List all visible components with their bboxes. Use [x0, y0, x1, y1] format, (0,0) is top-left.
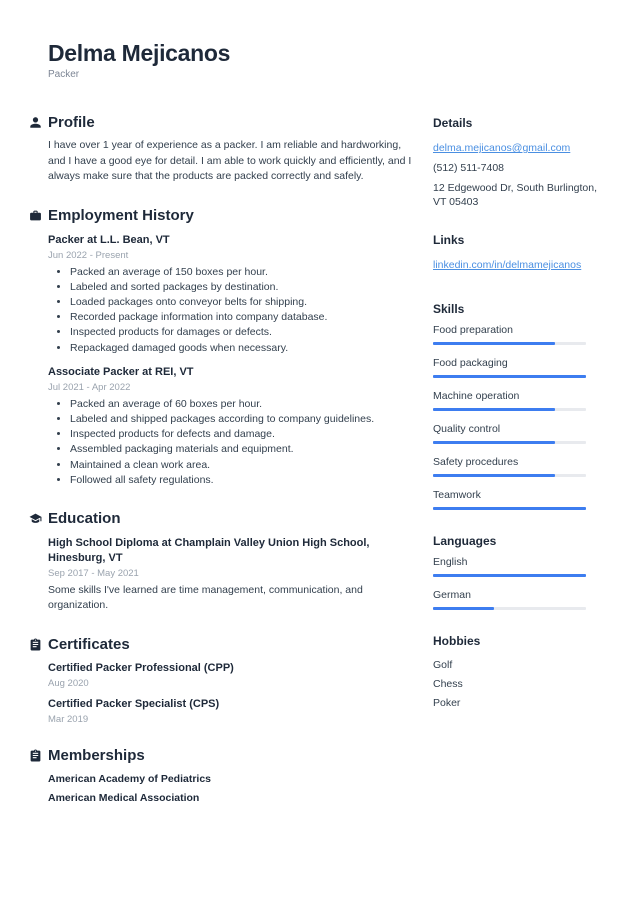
hobby-item: Golf	[433, 659, 453, 671]
job-bullets	[48, 397, 420, 488]
job-entry	[48, 233, 420, 356]
section-profile	[48, 114, 420, 185]
sidebar-details	[433, 116, 603, 209]
skill-name: Food packaging	[433, 357, 508, 369]
language-bar-fill	[433, 607, 494, 610]
clipboard-icon	[29, 749, 42, 762]
certificate-date: Aug 2020	[48, 677, 89, 689]
skill-bar-track	[433, 507, 586, 510]
sidebar-column	[433, 114, 603, 831]
certificate-entry	[48, 697, 420, 725]
links-heading: Links	[433, 233, 465, 247]
language-item	[433, 589, 603, 610]
skills-heading: Skills	[433, 302, 465, 316]
job-bullet: • Recorded package information into company database.	[70, 310, 420, 325]
language-bar-track	[433, 607, 586, 610]
profile-text: I have over 1 year of experience as a packer. I am reliable and hardworking, and I have a good eye for detail. I am able to work quickly and efficiently, and I always make sure that the products are packed correctly and safely.	[48, 139, 412, 182]
candidate-role: Packer	[48, 69, 80, 80]
education-heading: Education	[48, 509, 121, 527]
sidebar-languages	[433, 534, 603, 610]
skill-bar-track	[433, 375, 586, 378]
section-certificates	[48, 636, 420, 725]
languages-list	[433, 556, 603, 610]
language-bar-track	[433, 574, 586, 577]
graduation-cap-icon	[29, 512, 42, 525]
job-bullet: • Labeled and shipped packages according to company guidelines.	[70, 412, 420, 427]
job-title: Associate Packer at REI, VT	[48, 365, 194, 378]
hobby-item: Poker	[433, 697, 461, 709]
address: 12 Edgewood Dr, South Burlington, VT 05403	[433, 182, 598, 208]
skill-bar-track	[433, 408, 586, 411]
skills-list	[433, 324, 603, 510]
skill-item	[433, 423, 603, 444]
languages-heading: Languages	[433, 534, 497, 548]
certificate-title: Certified Packer Specialist (CPS)	[48, 697, 220, 710]
briefcase-icon	[29, 209, 42, 222]
email-link[interactable]: delma.mejicanos@gmail.com	[433, 142, 571, 154]
skill-bar-fill	[433, 342, 555, 345]
section-employment	[48, 207, 420, 488]
skill-item	[433, 456, 603, 477]
skill-name: Machine operation	[433, 390, 520, 402]
content-columns	[48, 114, 603, 831]
education-dates: Sep 2017 - May 2021	[48, 567, 139, 579]
linkedin-link[interactable]: linkedin.com/in/delmamejicanos	[433, 259, 582, 271]
phone-number: (512) 511-7408	[433, 162, 505, 174]
skill-item	[433, 324, 603, 345]
job-bullet: • Inspected products for damages or defects.	[70, 325, 420, 340]
job-dates: Jun 2022 - Present	[48, 249, 129, 261]
language-name: German	[433, 589, 471, 601]
employment-heading-row	[48, 207, 420, 224]
clipboard-icon	[29, 638, 42, 651]
hobbies-list	[433, 656, 603, 713]
job-entry	[48, 365, 420, 488]
hobbies-heading: Hobbies	[433, 634, 481, 648]
profile-heading-row	[48, 114, 420, 131]
memberships-heading: Memberships	[48, 746, 145, 764]
profile-heading: Profile	[48, 114, 95, 131]
memberships-list	[48, 770, 420, 809]
skill-bar-fill	[433, 507, 586, 510]
person-icon	[29, 116, 42, 129]
main-column	[48, 114, 420, 831]
sidebar-links	[433, 233, 603, 278]
job-bullet: • Followed all safety regulations.	[70, 473, 420, 488]
section-education	[48, 510, 420, 614]
certificates-heading: Certificates	[48, 635, 130, 653]
details-heading: Details	[433, 116, 473, 130]
sidebar-hobbies	[433, 634, 603, 713]
skill-bar-fill	[433, 474, 555, 477]
skill-bar-track	[433, 474, 586, 477]
membership-item: American Academy of Pediatrics	[48, 772, 212, 785]
section-memberships	[48, 747, 420, 809]
job-dates: Jul 2021 - Apr 2022	[48, 381, 131, 393]
job-bullet: • Packed an average of 150 boxes per hour.	[70, 265, 420, 280]
job-bullet: • Packed an average of 60 boxes per hour.	[70, 397, 420, 412]
certificates-heading-row	[48, 636, 420, 653]
job-bullets	[48, 265, 420, 356]
language-bar-fill	[433, 574, 586, 577]
job-bullet: • Inspected products for defects and damage.	[70, 427, 420, 442]
skill-name: Teamwork	[433, 489, 481, 501]
skill-name: Quality control	[433, 423, 501, 435]
skill-item	[433, 489, 603, 510]
education-description: Some skills I've learned are time management, communication, and organization.	[48, 583, 363, 612]
job-title: Packer at L.L. Bean, VT	[48, 233, 170, 246]
skill-name: Safety procedures	[433, 456, 519, 468]
education-degree: High School Diploma at Champlain Valley Union High School, Hinesburg, VT	[48, 536, 370, 564]
employment-heading: Employment History	[48, 206, 194, 224]
candidate-name: Delma Mejicanos	[48, 40, 231, 66]
education-heading-row	[48, 510, 420, 527]
language-item	[433, 556, 603, 577]
membership-item: American Medical Association	[48, 792, 200, 805]
skill-bar-fill	[433, 375, 586, 378]
certificate-date: Mar 2019	[48, 713, 89, 725]
skill-bar-track	[433, 342, 586, 345]
job-bullet: • Labeled and sorted packages by destination.	[70, 280, 420, 295]
sidebar-skills	[433, 302, 603, 510]
certificate-entry	[48, 661, 420, 689]
resume-header	[48, 40, 603, 80]
job-bullet: • Maintained a clean work area.	[70, 458, 420, 473]
skill-item	[433, 357, 603, 378]
job-bullet: • Loaded packages onto conveyor belts for shipping.	[70, 295, 420, 310]
job-bullet: • Assembled packaging materials and equipment.	[70, 442, 420, 457]
hobby-item: Chess	[433, 678, 463, 690]
language-name: English	[433, 556, 468, 568]
education-entry	[48, 536, 420, 614]
skill-bar-fill	[433, 408, 555, 411]
job-bullet: • Repackaged damaged goods when necessary.	[70, 341, 420, 356]
memberships-heading-row	[48, 747, 420, 764]
skill-item	[433, 390, 603, 411]
certificate-title: Certified Packer Professional (CPP)	[48, 661, 234, 674]
skill-name: Food preparation	[433, 324, 513, 336]
skill-bar-track	[433, 441, 586, 444]
skill-bar-fill	[433, 441, 555, 444]
